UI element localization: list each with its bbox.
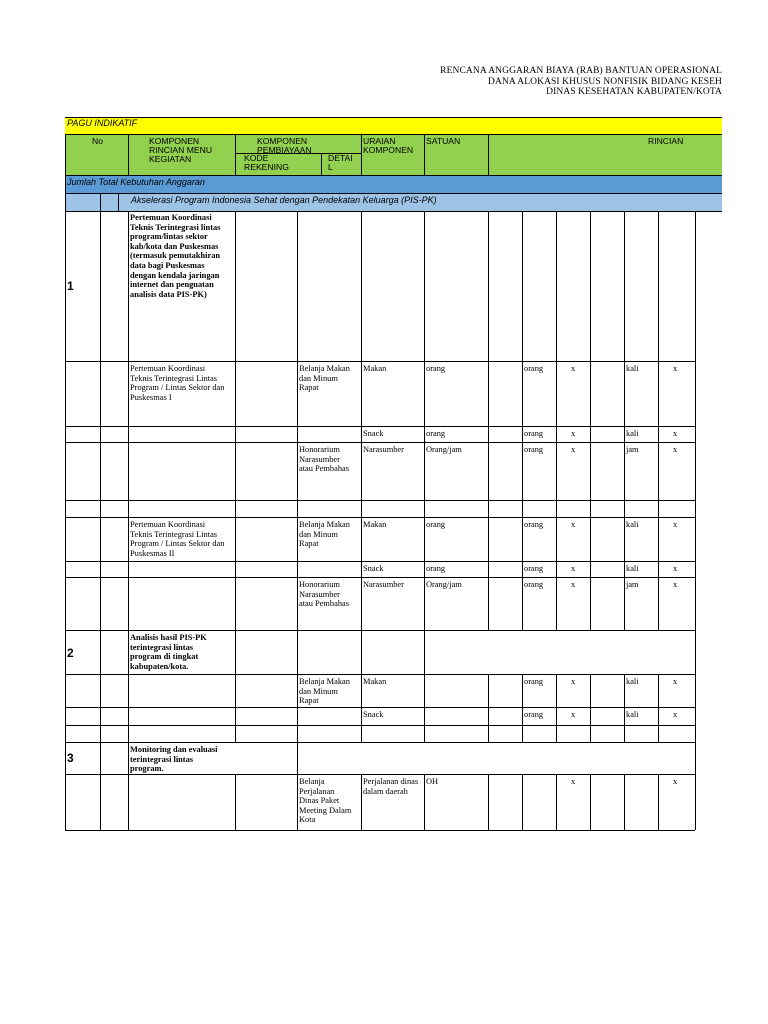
rincian-kali: kali: [626, 520, 639, 529]
uraian-narasumber: Narasumber: [363, 445, 404, 454]
rincian-jam: jam: [626, 580, 639, 589]
rincian-x: x: [673, 520, 678, 529]
rincian-kali: kali: [626, 564, 639, 573]
rincian-x: x: [673, 564, 678, 573]
rincian-x: x: [673, 364, 678, 373]
kode-belanja-makan: Belanja Makan dan Minum Rapat: [299, 677, 350, 706]
rincian-orang: orang: [524, 677, 544, 686]
total-kebutuhan-label: Jumlah Total Kebutuhan Anggaran: [67, 177, 205, 187]
uraian-snack: Snack: [363, 710, 384, 719]
column-header-komponen: KOMPONEN RINCIAN MENU KEGIATAN: [149, 136, 213, 164]
rincian-x: x: [571, 777, 576, 786]
rincian-x: x: [571, 429, 576, 438]
rincian-kali: kali: [626, 710, 639, 719]
rincian-x: x: [571, 445, 576, 454]
pagu-band: [65, 117, 722, 134]
rincian-x: x: [571, 580, 576, 589]
satuan-oh: OH: [426, 777, 439, 786]
document-header: [440, 66, 722, 98]
activity-number-3: 3: [67, 751, 74, 765]
rincian-orang: orang: [524, 429, 544, 438]
rincian-orang: orang: [524, 445, 544, 454]
rincian-x: x: [571, 677, 576, 686]
kode-belanja-makan: Belanja Makan dan Minum Rapat: [299, 520, 350, 549]
uraian-makan: Makan: [363, 520, 387, 529]
satuan-orang: orang: [426, 429, 446, 438]
rincian-x: x: [571, 564, 576, 573]
header-title-line-2: DANA ALOKASI KHUSUS NONFISIK BIDANG KESEH: [488, 76, 722, 87]
rincian-x: x: [571, 520, 576, 529]
rincian-x: x: [673, 710, 678, 719]
uraian-narasumber: Narasumber: [363, 580, 404, 589]
uraian-perjalanan-dinas: Perjalanan dinas dalam daerah: [363, 777, 419, 796]
rincian-orang: orang: [524, 580, 544, 589]
uraian-makan: Makan: [363, 364, 387, 373]
kode-belanja-perjalanan: Belanja Perjalanan Dinas Paket Meeting Dalam Kota: [299, 777, 352, 825]
satuan-orang-jam: Orang/jam: [426, 445, 462, 454]
rincian-x: x: [673, 445, 678, 454]
satuan-orang: orang: [426, 520, 446, 529]
rincian-x: x: [673, 777, 678, 786]
rincian-x: x: [571, 364, 576, 373]
program-label: Akselerasi Program Indonesia Sehat dengan Pendekatan Keluarga (PIS-PK): [131, 195, 437, 205]
activity-number-1: 1: [67, 279, 74, 293]
rincian-orang: orang: [524, 364, 544, 373]
rincian-jam: jam: [626, 445, 639, 454]
activity-text-3: Monitoring dan evaluasi terintegrasi lintas program.: [130, 745, 218, 774]
header-title-line-1: RENCANA ANGGARAN BIAYA (RAB) BANTUAN OPERASIONAL: [440, 66, 722, 76]
kode-belanja-makan: Belanja Makan dan Minum Rapat: [299, 364, 350, 393]
column-header-satuan: SATUAN: [426, 136, 461, 146]
column-header-kode-rekening: KODE REKENING: [244, 153, 289, 172]
rincian-orang: orang: [524, 710, 544, 719]
uraian-snack: Snack: [363, 429, 384, 438]
uraian-snack: Snack: [363, 564, 384, 573]
rincian-kali: kali: [626, 677, 639, 686]
sub-activity-pertemuan-2: Pertemuan Koordinasi Teknis Terintegrasi Lintas Program / Lintas Sektor dan Puskesmas II: [130, 520, 225, 558]
rincian-x: x: [673, 677, 678, 686]
rincian-x: x: [673, 429, 678, 438]
activity-text-2: Analisis hasil PIS-PK terintegrasi lintas program di tingkat kabupaten/kota.: [130, 633, 207, 671]
column-header-rincian: RINCIAN: [648, 136, 684, 146]
column-header-detail: DETAI L: [328, 153, 353, 172]
rincian-kali: kali: [626, 364, 639, 373]
rincian-orang: orang: [524, 520, 544, 529]
column-header-pembiayaan: KOMPONEN PEMBIAYAAN: [257, 137, 312, 154]
rincian-x: x: [571, 710, 576, 719]
rincian-orang: orang: [524, 564, 544, 573]
kode-honorarium: Honorarium Narasumber atau Pembahas: [299, 580, 350, 609]
column-header-no: No: [92, 136, 103, 146]
satuan-orang-jam: Orang/jam: [426, 580, 462, 589]
kode-honorarium: Honorarium Narasumber atau Pembahas: [299, 445, 350, 474]
sub-activity-pertemuan-1: Pertemuan Koordinasi Teknis Terintegrasi Lintas Program / Lintas Sektor dan Puskesmas I: [130, 364, 225, 402]
pagu-indikatif-label: PAGU INDIKATIF: [67, 118, 138, 128]
activity-text-1: Pertemuan Koordinasi Teknis Terintegrasi lintas program/lintas sektor kab/kota dan Puskesmas (termasuk pemutakhiran data bagi Puskesmas dengan kendala jaringan internet dan penguatan analisis data PIS-PK): [130, 213, 221, 299]
satuan-orang: orang: [426, 364, 446, 373]
column-header-uraian: URAIAN KOMPONEN: [363, 136, 414, 155]
rincian-x: x: [673, 580, 678, 589]
rincian-kali: kali: [626, 429, 639, 438]
satuan-orang: orang: [426, 564, 446, 573]
header-title-line-3: DINAS KESEHATAN KABUPATEN/KOTA: [546, 87, 722, 97]
uraian-makan: Makan: [363, 677, 387, 686]
activity-number-2: 2: [67, 646, 74, 660]
